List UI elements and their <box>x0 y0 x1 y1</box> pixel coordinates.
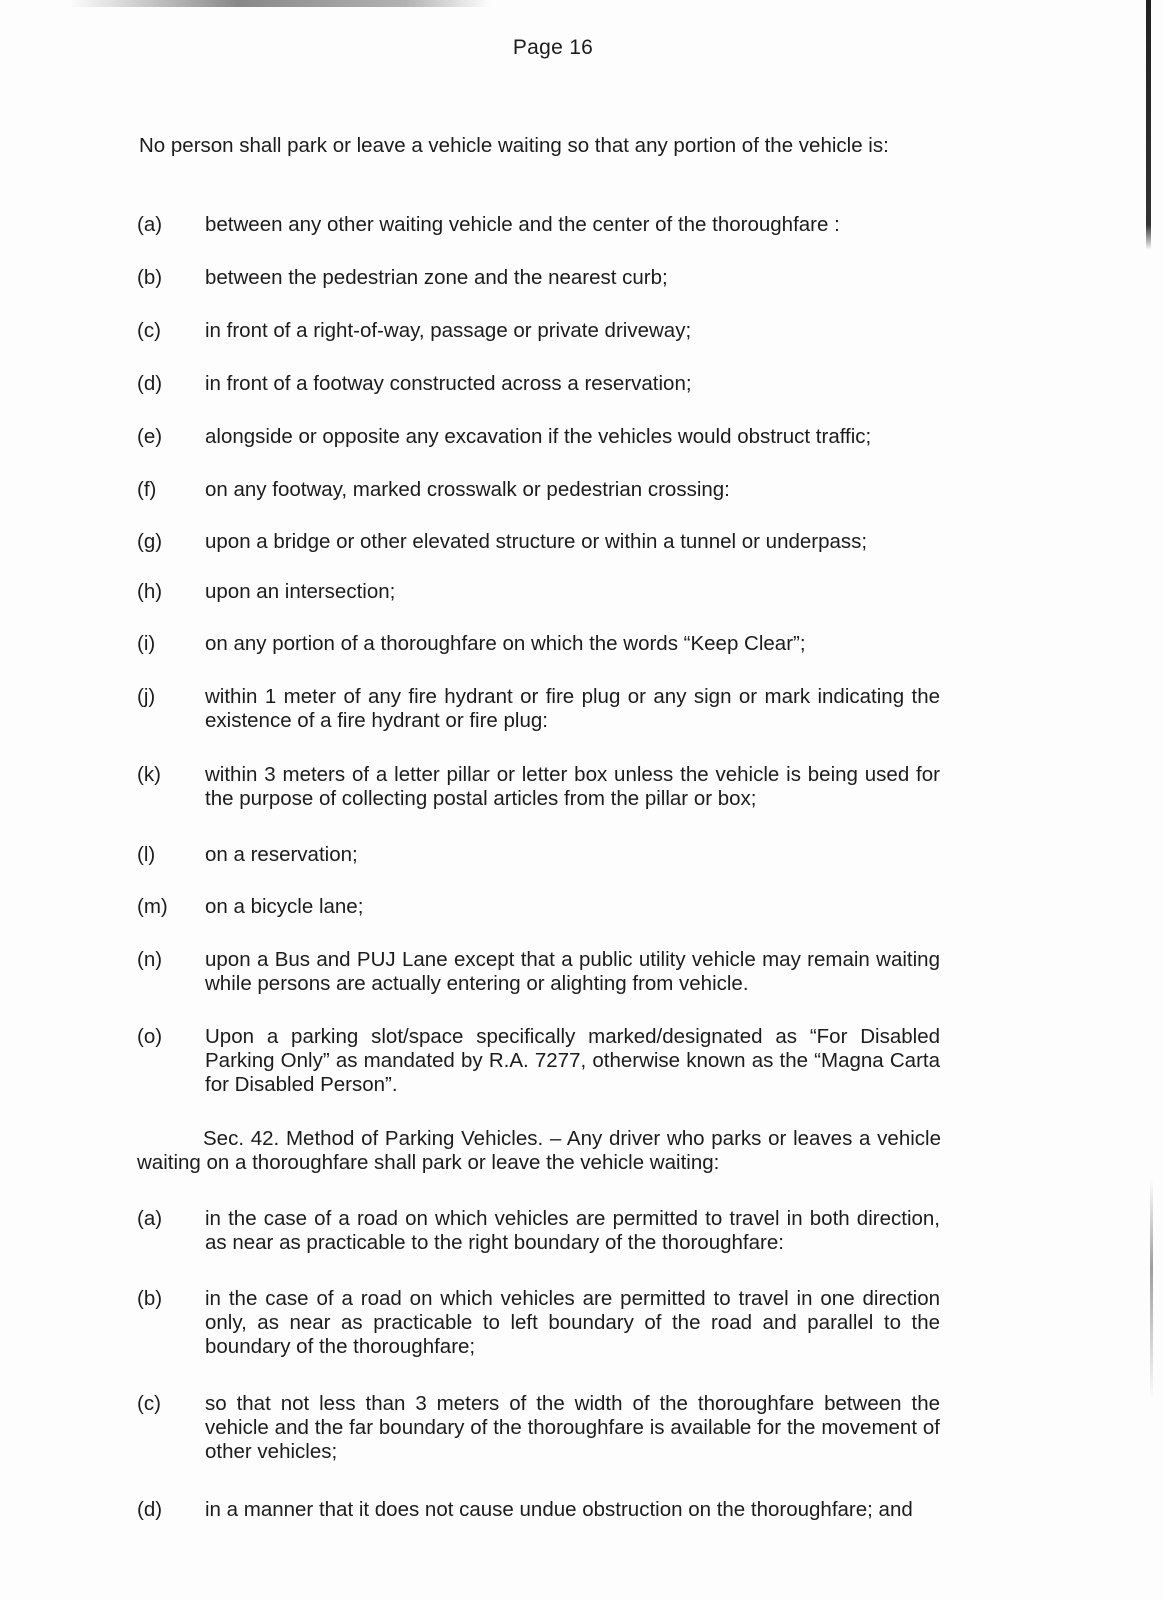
list-text: so that not less than 3 meters of the width of the thoroughfare between the vehicle and the far boundary of the thoroughfare is available for the movement of other vehicles; <box>205 1392 940 1463</box>
list-marker: (a) <box>137 1207 163 1230</box>
list-text: in front of a footway constructed across a reservation; <box>205 372 692 395</box>
list-marker: (b) <box>137 266 163 289</box>
intro-paragraph: No person shall park or leave a vehicle waiting so that any portion of the vehicle is: <box>139 134 889 157</box>
list-marker: (n) <box>137 948 163 971</box>
list-text: within 3 meters of a letter pillar or letter box unless the vehicle is being used for the purpose of collecting postal articles from the pillar or box; <box>205 763 940 810</box>
list-text: between the pedestrian zone and the nearest curb; <box>205 266 668 289</box>
list-marker: (a) <box>137 213 163 236</box>
list-marker: (d) <box>137 1498 163 1521</box>
list-text: upon a Bus and PUJ Lane except that a public utility vehicle may remain waiting while persons are actually entering or alighting from vehicle. <box>205 948 940 995</box>
list-marker: (j) <box>137 685 156 708</box>
list-marker: (b) <box>137 1287 163 1310</box>
list-text: on any portion of a thoroughfare on which the words “Keep Clear”; <box>205 632 806 655</box>
list-text: in the case of a road on which vehicles are permitted to travel in both direction, as near as practicable to the right boundary of the thoroughfare: <box>205 1207 940 1254</box>
list-text: Upon a parking slot/space specifically marked/designated as “For Disabled Parking Only” as mandated by R.A. 7277, otherwise known as the “Magna Carta for Disabled Person”. <box>205 1025 940 1096</box>
list-text: on a bicycle lane; <box>205 895 364 918</box>
list-marker: (f) <box>137 478 157 501</box>
list-marker: (k) <box>137 763 161 786</box>
page-number: Page 16 <box>512 36 594 59</box>
list-marker: (i) <box>137 632 156 655</box>
list-marker: (c) <box>137 319 161 342</box>
list-marker: (g) <box>137 530 163 553</box>
list-text: in a manner that it does not cause undue obstruction on the thoroughfare; and <box>205 1498 913 1521</box>
list-marker: (l) <box>137 843 156 866</box>
list-marker: (e) <box>137 425 163 448</box>
list-marker: (h) <box>137 580 163 603</box>
list-text: on any footway, marked crosswalk or pedestrian crossing: <box>205 478 730 501</box>
list-text: upon a bridge or other elevated structure or within a tunnel or underpass; <box>205 530 868 553</box>
list-text: alongside or opposite any excavation if the vehicles would obstruct traffic; <box>205 425 872 448</box>
list-marker: (d) <box>137 372 163 395</box>
section-42-paragraph: Sec. 42. Method of Parking Vehicles. – Any driver who parks or leaves a vehicle waiting on a thoroughfare shall park or leave the vehicle waiting: <box>137 1127 941 1174</box>
list-marker: (m) <box>137 895 168 918</box>
list-marker: (o) <box>137 1025 163 1048</box>
list-text: on a reservation; <box>205 843 358 866</box>
list-text: upon an intersection; <box>205 580 396 603</box>
scan-artifact-right-lower <box>1150 1180 1153 1400</box>
list-text: in the case of a road on which vehicles are permitted to travel in one direction only, as near as practicable to left boundary of the road and parallel to the boundary of the thoroughfare; <box>205 1287 940 1358</box>
list-text: in front of a right-of-way, passage or private driveway; <box>205 319 692 342</box>
list-marker: (c) <box>137 1392 161 1415</box>
list-text: within 1 meter of any fire hydrant or fire plug or any sign or mark indicating the existence of a fire hydrant or fire plug: <box>205 685 940 732</box>
scan-artifact-right <box>1146 0 1151 250</box>
scan-artifact-top <box>70 0 490 7</box>
list-text: between any other waiting vehicle and the center of the thoroughfare : <box>205 213 840 236</box>
